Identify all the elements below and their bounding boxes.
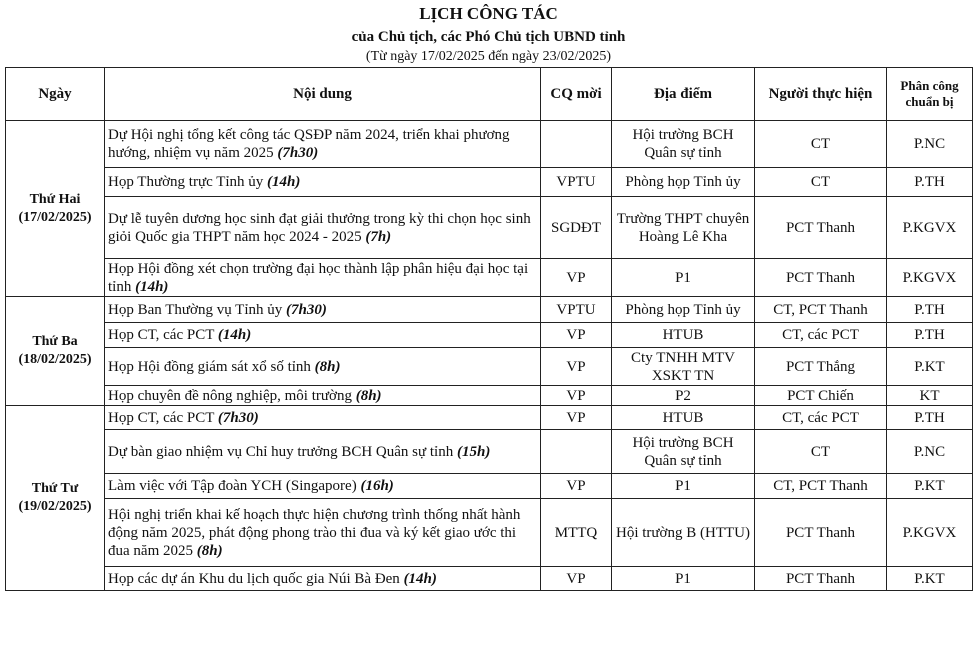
event-place: Phòng họp Tỉnh ủy xyxy=(612,297,755,323)
column-header-prep: Phân công chuẩn bị xyxy=(887,68,973,121)
day-label: Thứ Hai xyxy=(29,191,81,207)
event-prep: P.NC xyxy=(887,121,973,168)
day-date: (19/02/2025) xyxy=(18,499,92,514)
event-prep: P.TH xyxy=(887,297,973,323)
event-person: PCT Thanh xyxy=(755,567,887,591)
table-row xyxy=(6,197,973,259)
event-time: (14h) xyxy=(267,174,301,190)
event-person: CT xyxy=(755,121,887,168)
event-time: (7h30) xyxy=(286,301,327,318)
event-text: Dự lễ tuyên dương học sinh đạt giải thưởng trong kỳ thi chọn học sinh giỏi Quốc gia THPT năm học 2024 - 2025 xyxy=(108,210,531,245)
column-header-place: Địa điểm xyxy=(612,68,755,121)
event-prep: P.KGVX xyxy=(887,499,973,567)
event-text: Họp Ban Thường vụ Tỉnh ủy xyxy=(108,301,287,318)
event-person: CT, PCT Thanh xyxy=(755,297,887,323)
table-row xyxy=(6,259,973,297)
event-time: (14h) xyxy=(135,278,169,295)
event-prep: P.TH xyxy=(887,406,973,430)
event-time: (7h30) xyxy=(217,409,259,426)
event-time: (8h) xyxy=(314,358,341,375)
event-text: Làm việc với Tập đoàn YCH (Singapore) xyxy=(108,478,361,494)
table-row xyxy=(6,567,973,591)
event-content xyxy=(105,474,541,499)
event-place: Hội trường BCH Quân sự tỉnh xyxy=(612,121,755,168)
event-agency: VP xyxy=(541,474,612,499)
event-prep: P.KGVX xyxy=(887,259,973,297)
event-content xyxy=(105,197,541,259)
event-person: PCT Chiến xyxy=(755,386,887,406)
event-person: PCT Thắng xyxy=(755,348,887,386)
table-row xyxy=(6,474,973,499)
table-row xyxy=(6,406,973,430)
event-agency: SGDĐT xyxy=(541,197,612,259)
event-place: HTUB xyxy=(612,406,755,430)
table-header-row xyxy=(6,68,973,121)
table-row xyxy=(6,386,973,406)
day-label: Thứ Tư xyxy=(31,481,79,496)
event-place: Hội trường B (HTTU) xyxy=(612,499,755,567)
column-header-day: Ngày xyxy=(6,68,105,121)
event-agency: MTTQ xyxy=(541,499,612,567)
event-content xyxy=(105,259,541,297)
day-label: Thứ Ba xyxy=(32,334,78,349)
event-place: P1 xyxy=(612,474,755,499)
event-prep: KT xyxy=(887,386,973,406)
event-place: P2 xyxy=(612,386,755,406)
event-place: Phòng họp Tỉnh ủy xyxy=(612,168,755,197)
column-header-content: Nội dung xyxy=(105,68,541,121)
day-date: (18/02/2025) xyxy=(18,352,92,367)
table-row xyxy=(6,323,973,348)
table-row xyxy=(6,499,973,567)
table-row xyxy=(6,121,973,168)
event-person: PCT Thanh xyxy=(755,197,887,259)
event-content xyxy=(105,406,541,430)
event-content xyxy=(105,348,541,386)
event-place: P1 xyxy=(612,259,755,297)
event-person: PCT Thanh xyxy=(755,259,887,297)
date-range: (Từ ngày 17/02/2025 đến ngày 23/02/2025) xyxy=(365,49,612,64)
event-place: HTUB xyxy=(612,323,755,348)
event-person: CT, các PCT xyxy=(755,323,887,348)
event-time: (15h) xyxy=(456,443,491,460)
event-text: Họp chuyên đề nông nghiệp, môi trường xyxy=(108,387,356,404)
event-place: P1 xyxy=(612,567,755,591)
table-row xyxy=(6,430,973,474)
event-text: Họp Hội đồng xét chọn trường đại học thành lập phân hiệu đại học tại tỉnh xyxy=(108,260,529,295)
event-content xyxy=(105,430,541,474)
event-place: Hội trường BCH Quân sự tỉnh xyxy=(612,430,755,474)
event-agency xyxy=(541,121,612,168)
column-header-agency: CQ mời xyxy=(541,68,612,121)
event-prep: P.KGVX xyxy=(887,197,973,259)
event-agency: VP xyxy=(541,386,612,406)
event-time: (14h) xyxy=(217,327,252,343)
event-time: (7h) xyxy=(365,228,392,245)
event-prep: P.KT xyxy=(887,474,973,499)
schedule-table xyxy=(5,67,973,591)
event-content xyxy=(105,168,541,197)
event-text: Hội nghị triển khai kế hoạch thực hiện chương trình thống nhất hành động năm 2025, phát động phong trào thi đua và ký kết giao ước thi đua năm 2025 xyxy=(108,506,521,559)
day-cell xyxy=(6,297,105,406)
event-person: CT, các PCT xyxy=(755,406,887,430)
event-prep: P.NC xyxy=(887,430,973,474)
event-place: Trường THPT chuyên Hoàng Lê Kha xyxy=(612,197,755,259)
event-content xyxy=(105,297,541,323)
event-text: Họp Thường trực Tỉnh ủy xyxy=(108,174,268,190)
day-cell xyxy=(6,121,105,297)
event-text: Họp Hội đồng giám sát xổ số tỉnh xyxy=(108,358,315,375)
event-text: Dự bàn giao nhiệm vụ Chỉ huy trưởng BCH Quân sự tỉnh xyxy=(108,443,457,460)
table-row xyxy=(6,168,973,197)
event-content xyxy=(105,567,541,591)
event-agency xyxy=(541,430,612,474)
document-title: LỊCH CÔNG TÁC xyxy=(419,4,558,23)
event-content xyxy=(105,121,541,168)
day-date: (17/02/2025) xyxy=(18,209,92,225)
event-agency: VP xyxy=(541,348,612,386)
event-time: (7h30) xyxy=(277,145,319,161)
event-time: (14h) xyxy=(403,570,437,587)
event-content xyxy=(105,386,541,406)
document-subtitle: của Chủ tịch, các Phó Chủ tịch UBND tỉnh xyxy=(351,29,626,45)
event-person: CT, PCT Thanh xyxy=(755,474,887,499)
event-agency: VPTU xyxy=(541,297,612,323)
event-agency: VP xyxy=(541,323,612,348)
event-time: (8h) xyxy=(196,542,223,559)
day-cell xyxy=(6,406,105,591)
event-content xyxy=(105,499,541,567)
event-prep: P.TH xyxy=(887,168,973,197)
event-agency: VP xyxy=(541,259,612,297)
event-prep: P.KT xyxy=(887,348,973,386)
event-time: (16h) xyxy=(360,478,394,494)
event-prep: P.TH xyxy=(887,323,973,348)
table-row xyxy=(6,297,973,323)
event-place: Cty TNHH MTV XSKT TN xyxy=(612,348,755,386)
event-agency: VP xyxy=(541,406,612,430)
event-text: Họp CT, các PCT xyxy=(108,409,218,426)
event-prep: P.KT xyxy=(887,567,973,591)
table-row xyxy=(6,348,973,386)
event-text: Dự Hội nghị tổng kết công tác QSĐP năm 2024, triển khai phương hướng, nhiệm vụ năm 2025 xyxy=(108,127,510,161)
schedule-body xyxy=(6,121,973,591)
event-agency: VPTU xyxy=(541,168,612,197)
event-text: Họp CT, các PCT xyxy=(108,327,218,343)
event-time: (8h) xyxy=(355,387,382,404)
event-person: PCT Thanh xyxy=(755,499,887,567)
event-person: CT xyxy=(755,168,887,197)
event-text: Họp các dự án Khu du lịch quốc gia Núi Bà Đen xyxy=(108,570,404,587)
event-person: CT xyxy=(755,430,887,474)
event-agency: VP xyxy=(541,567,612,591)
event-content xyxy=(105,323,541,348)
column-header-person: Người thực hiện xyxy=(755,68,887,121)
